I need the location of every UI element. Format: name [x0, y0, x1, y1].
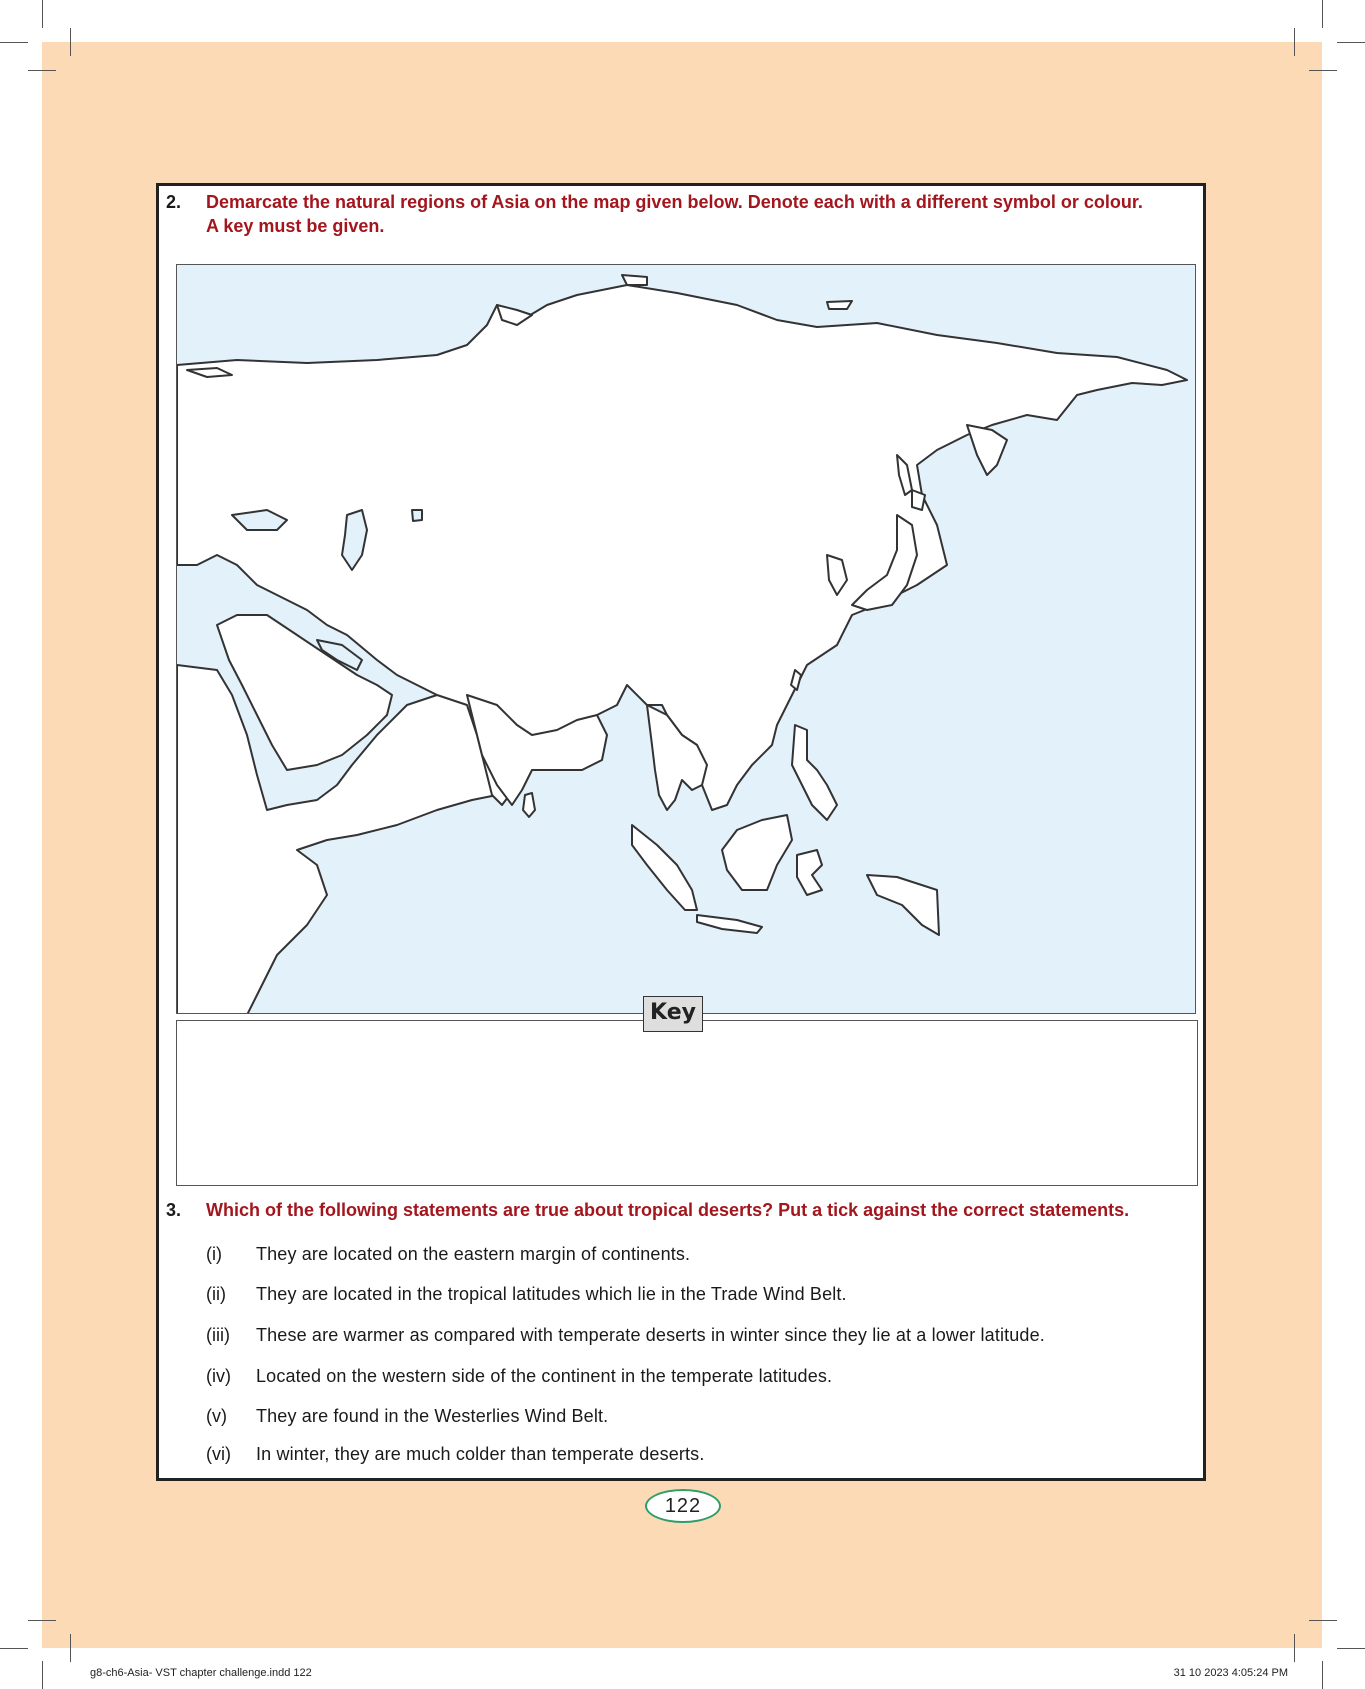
statement-text: They are found in the Westerlies Wind Belt. — [256, 1406, 609, 1426]
key-label: Key — [643, 996, 703, 1032]
statement-number: (iv) — [206, 1366, 231, 1386]
crop-mark — [70, 28, 71, 56]
crop-mark — [1309, 1620, 1337, 1621]
asia-outline-map[interactable] — [176, 264, 1196, 1014]
statement-number: (ii) — [206, 1284, 226, 1304]
new-siberian-islands — [827, 301, 852, 309]
crop-mark — [28, 1620, 56, 1621]
crop-mark — [1309, 70, 1337, 71]
kamchatka — [967, 425, 1007, 475]
crop-mark — [1337, 1648, 1365, 1649]
crop-mark — [70, 1634, 71, 1662]
java — [697, 915, 762, 933]
question-2-text-line2: A key must be given. — [206, 216, 385, 236]
sulawesi — [797, 850, 822, 895]
asia-map-svg — [177, 265, 1196, 1014]
crop-mark — [0, 42, 28, 43]
statement-number: (v) — [206, 1406, 227, 1426]
sri-lanka — [523, 793, 535, 817]
statement-text: They are located on the eastern margin of continents. — [256, 1244, 691, 1264]
crop-mark — [1337, 42, 1365, 43]
crop-mark — [1322, 1661, 1323, 1689]
statement-text: In winter, they are much colder than temperate deserts. — [256, 1444, 705, 1464]
hokkaido — [912, 490, 925, 510]
statement-number: (vi) — [206, 1444, 231, 1464]
crop-mark — [1322, 0, 1323, 28]
statement-text: Located on the western side of the continent in the temperate latitudes. — [256, 1366, 833, 1386]
question-3-text: Which of the following statements are true about tropical deserts? Put a tick against the correct statements. — [206, 1200, 1130, 1220]
crop-mark — [1294, 1634, 1295, 1662]
crop-mark — [42, 0, 43, 28]
page-number: 122 — [645, 1489, 721, 1523]
footer-timestamp: 31 10 2023 4:05:24 PM — [1173, 1667, 1288, 1679]
borneo — [722, 815, 792, 890]
statement-text: These are warmer as compared with temperate deserts in winter since they lie at a lower latitude. — [256, 1325, 1045, 1345]
question-2-text-line1: Demarcate the natural regions of Asia on the map given below. Denote each with a different symbol or colour. — [206, 192, 1143, 212]
statement-number: (iii) — [206, 1325, 230, 1345]
question-3-number: 3. — [166, 1200, 182, 1220]
crop-mark — [1294, 28, 1295, 56]
key-box[interactable] — [176, 1020, 1198, 1186]
question-2-number: 2. — [166, 192, 182, 212]
philippines — [792, 725, 837, 820]
crop-mark — [0, 1648, 28, 1649]
footer-file-info: g8-ch6-Asia- VST chapter challenge.indd 122 — [90, 1667, 312, 1679]
statement-text: They are located in the tropical latitudes which lie in the Trade Wind Belt. — [256, 1284, 847, 1304]
crop-mark — [42, 1661, 43, 1689]
statement-number: (i) — [206, 1244, 222, 1264]
crop-mark — [28, 70, 56, 71]
sumatra — [632, 825, 697, 910]
new-guinea — [867, 875, 939, 935]
severnaya-zemlya — [622, 275, 647, 285]
aral-sea — [412, 510, 422, 521]
